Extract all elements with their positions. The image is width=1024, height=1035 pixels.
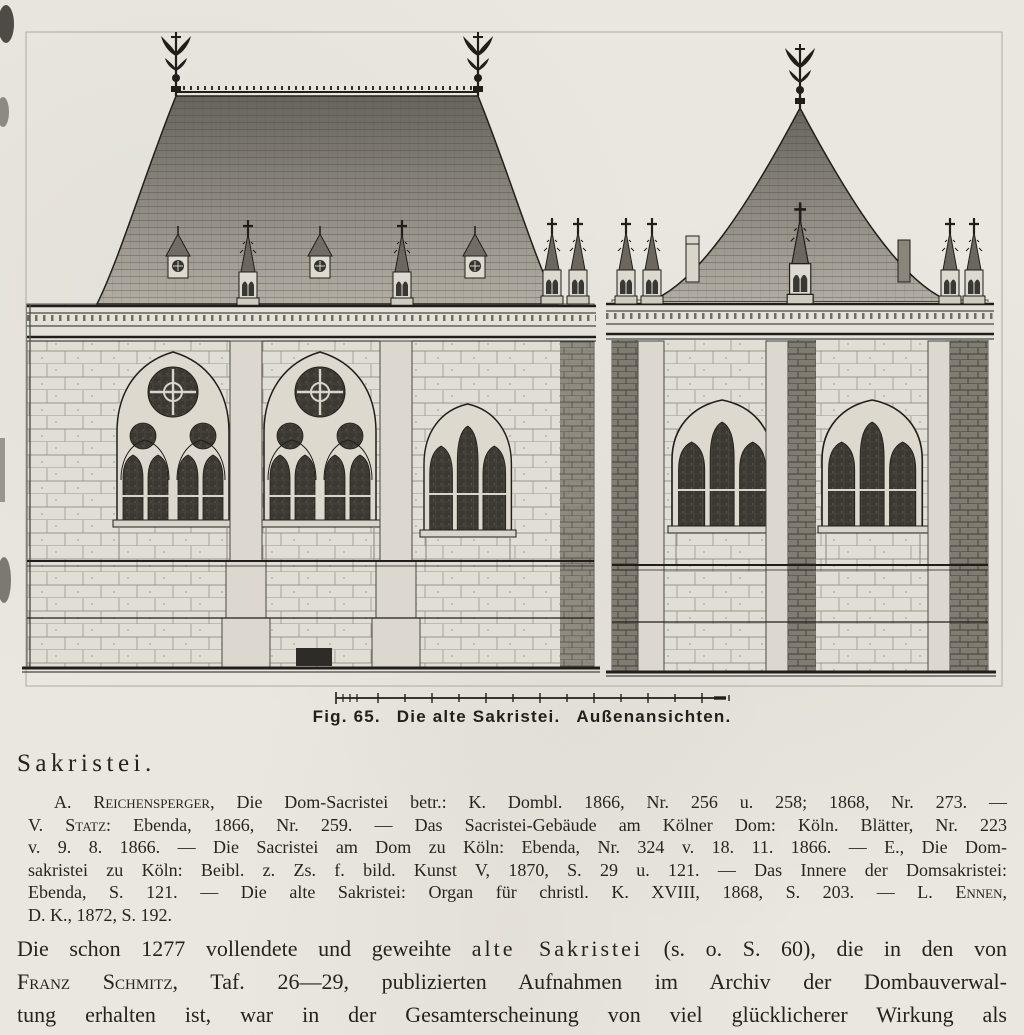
section-heading: Sakristei. — [17, 750, 156, 777]
text-segment: , Taf. 26—29, publizierten Aufnahmen im Archiv der Dombauverwal- — [172, 969, 1007, 994]
text-segment: Ennen — [955, 882, 1003, 903]
text-line — [28, 904, 1007, 927]
text-segment: , Die Dom-Sacristei betr.: K. Dombl. 1866, Nr. 256 u. 258; 1868, Nr. 273. — — [210, 792, 1007, 812]
text-segment: : Ebenda, 1866, Nr. 259. — Das Sacristei-Gebäude am Kölner Dom: Köln. Blätter, Nr. 223 — [106, 814, 1007, 835]
text-line — [28, 859, 1007, 882]
engraving-left-elevation — [22, 32, 600, 672]
text-line — [28, 836, 1007, 859]
text-segment: D. K., 1872, S. 192. — [28, 904, 173, 925]
text-segment: , — [1002, 882, 1007, 903]
text-segment: (s. o. S. 60), die in den von — [643, 936, 1007, 961]
text-segment: Die schon 1277 vollendete und geweihte — [17, 936, 472, 961]
text-segment: Reichensperger — [93, 792, 211, 812]
text-line — [28, 881, 1007, 904]
text-segment: alte Sakristei — [471, 936, 644, 961]
text-line — [17, 965, 1007, 998]
text-line — [17, 932, 1007, 965]
figure-caption-title: Die alte Sakristei. — [396, 707, 561, 726]
text-line — [17, 998, 1007, 1031]
body-paragraph — [17, 932, 1007, 1031]
text-segment: Franz Schmitz — [17, 969, 173, 994]
bibliography-paragraph — [28, 791, 1007, 927]
text-segment: Statz — [65, 814, 107, 835]
figure-caption-subtitle: Außenansichten. — [576, 707, 732, 726]
text-line — [28, 791, 1007, 814]
text-segment: v. 9. 8. 1866. — Die Sacristei am Dom zu Köln: Ebenda, Nr. 324 v. 18. 11. 1866. — E., Die Dom- — [28, 837, 1007, 858]
figure-caption-label: Fig. 65. — [312, 707, 381, 726]
scale-bar — [336, 692, 729, 704]
text-segment: sakristei zu Köln: Beibl. z. Zs. f. bild. Kunst V, 1870, S. 29 u. 121. — Das Innere der Domsakristei: — [28, 859, 1007, 880]
text-segment: V. — [28, 814, 66, 835]
text-segment: A. — [54, 792, 94, 812]
text-segment: tung erhalten ist, war in der Gesamterscheinung von viel glücklicherer Wirkung als — [17, 1002, 1007, 1027]
text-line — [28, 814, 1007, 837]
engraving-right-elevation — [606, 44, 996, 676]
text-segment: Ebenda, S. 121. — Die alte Sakristei: Organ für christl. K. XVIII, 1868, S. 203. — L. — [28, 882, 956, 903]
figure-caption — [20, 707, 1024, 727]
